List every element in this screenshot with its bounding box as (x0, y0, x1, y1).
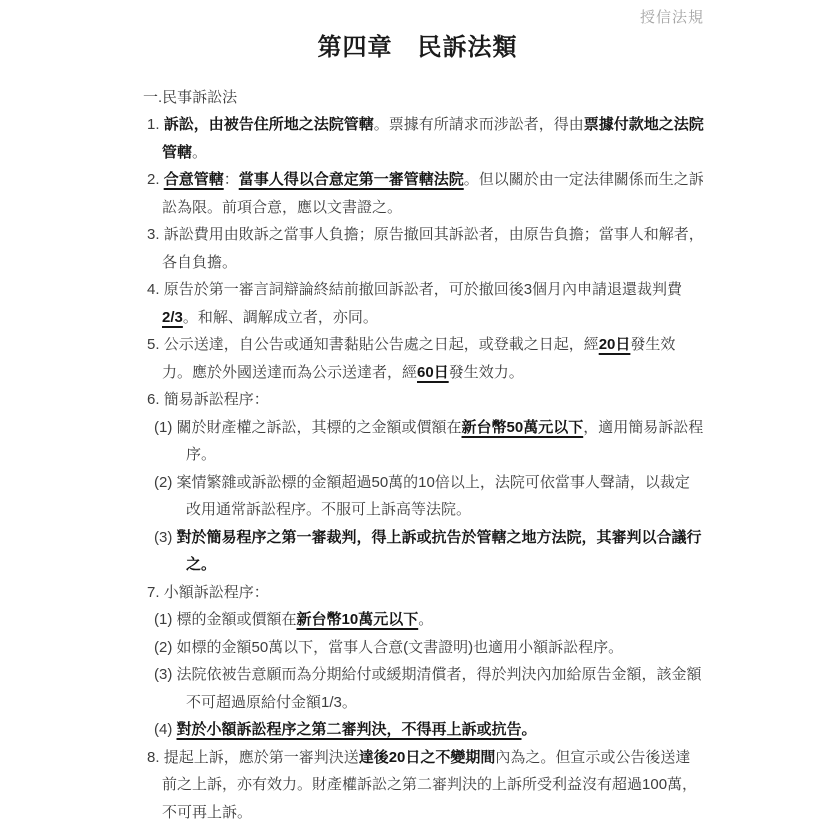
list-item (147, 744, 704, 827)
item-number: 8. (147, 748, 164, 766)
item-number: 5. (147, 336, 164, 353)
sub-item-text (154, 524, 704, 579)
chapter-title: 第四章 民訴法類 (317, 34, 518, 61)
item-number: 6. (147, 391, 164, 408)
text-segment: 訴訟，由被告住所地之法院管轄 (163, 116, 374, 133)
text-segment: 提起上訴，應於第一審判決送 (163, 748, 359, 766)
item-list (147, 111, 704, 826)
text-segment: 60日 (417, 363, 449, 381)
text-segment: ： (223, 171, 239, 188)
list-item (147, 221, 704, 276)
sub-item-number: (4) (154, 721, 177, 738)
sub-item-number: (3) (154, 666, 177, 683)
item-text (147, 386, 704, 414)
sub-item-text (154, 606, 704, 634)
text-segment: 對於簡易程序之第一審裁判，得上訴或抗告於管轄之地方法院，其審判以合議行之。 (176, 528, 702, 573)
text-segment: 票據付款地之法院管轄 (162, 116, 704, 161)
sub-item-number: (2) (154, 473, 177, 491)
text-segment: 。 (521, 721, 537, 738)
sub-item-number: (3) (154, 528, 177, 546)
item-number: 7. (147, 583, 164, 601)
text-segment: 法院依被告意願而為分期給付或緩期清償者，得於判決內加給原告金額，該金額不可超過原給付金額1/3。 (176, 666, 702, 711)
text-segment: 小額訴訟程序： (163, 583, 269, 601)
text-segment: 對於小額訴訟程序之第二審判決，不得再上訴或抗告 (176, 721, 522, 738)
text-segment: 當事人得以合意定第一審管轄法院 (238, 171, 464, 188)
text-segment: 發生效力。 (448, 363, 524, 381)
text-segment: 關於財產權之訴訟，其標的之金額或價額在 (176, 418, 462, 436)
text-segment: 。票據有所請求而涉訟者，得由 (373, 116, 584, 133)
text-segment: 。 (192, 143, 208, 161)
text-segment: 簡易訴訟程序： (163, 391, 269, 408)
text-segment: 如標的金額50萬以下，當事人合意(文書證明)也適用小額訴訟程序。 (176, 638, 624, 656)
list-item (147, 111, 704, 166)
item-text (147, 744, 704, 827)
text-segment: 。但以關於由一定法律關係而生之訴訟為限。前項合意，應以文書證之。 (162, 171, 704, 216)
text-segment: ，適用簡易訴訟程序。 (186, 418, 704, 463)
text-segment: 新台幣10萬元以下 (296, 611, 419, 628)
text-segment: 達後20日之不變期間 (358, 748, 496, 766)
sub-item-number: (1) (154, 418, 177, 436)
text-segment: 公示送達，自公告或通知書黏貼公告處之日起，或登載之日起，經 (163, 336, 599, 353)
sub-item-text (154, 414, 704, 469)
sub-item-number: (1) (154, 611, 177, 628)
sub-item-number: (2) (154, 638, 177, 656)
item-number: 1. (147, 116, 164, 133)
text-segment: 標的金額或價額在 (176, 611, 297, 628)
item-text (147, 579, 704, 607)
list-item (147, 386, 704, 579)
item-number: 3. (147, 226, 164, 243)
text-segment: 案情繁雜或訴訟標的金額超過50萬的10倍以上，法院可依當事人聲請，以裁定改用通常訴訟程序。不服可上訴高等法院。 (176, 473, 690, 518)
list-item (147, 276, 704, 331)
sub-item-text (154, 661, 704, 716)
sub-item-text (154, 716, 704, 744)
sub-item-text (154, 469, 704, 524)
text-segment: 訴訟費用由敗訴之當事人負擔；原告撤回其訴訟者，由原告負擔；當事人和解者，各自負擔。 (162, 226, 704, 271)
text-segment: 原告於第一審言詞辯論終結前撤回訴訟者，可於撤回後3個月內申請退還裁判費 (163, 281, 683, 298)
text-segment: 合意管轄 (163, 171, 224, 188)
sub-item-text (154, 634, 704, 662)
list-item (147, 331, 704, 386)
item-text (147, 166, 704, 221)
item-text (147, 221, 704, 276)
text-segment: 。和解、調解成立者，亦同。 (182, 308, 378, 326)
text-segment: 20日 (598, 336, 631, 353)
text-segment: 2/3 (162, 308, 183, 326)
text-segment: 內為之。但宣示或公告後送達前之上訴，亦有效力。財產權訴訟之第二審判決的上訴所受利益沒有超過100萬，不可再上訴。 (162, 748, 698, 821)
item-number: 2. (147, 171, 164, 188)
list-item (147, 579, 704, 744)
section-heading: 一.民事訴訟法 (143, 89, 238, 106)
item-number: 4. (147, 281, 164, 298)
item-text (147, 331, 704, 386)
text-segment: 新台幣50萬元以下 (461, 418, 584, 436)
header-category-label: 授信法規 (639, 9, 704, 26)
list-item (147, 166, 704, 221)
text-segment: 。 (418, 611, 434, 628)
text-segment: 發生效力。應於外國送達而為公示送達者，經 (162, 336, 676, 381)
item-text (147, 111, 704, 166)
item-text (147, 276, 704, 331)
